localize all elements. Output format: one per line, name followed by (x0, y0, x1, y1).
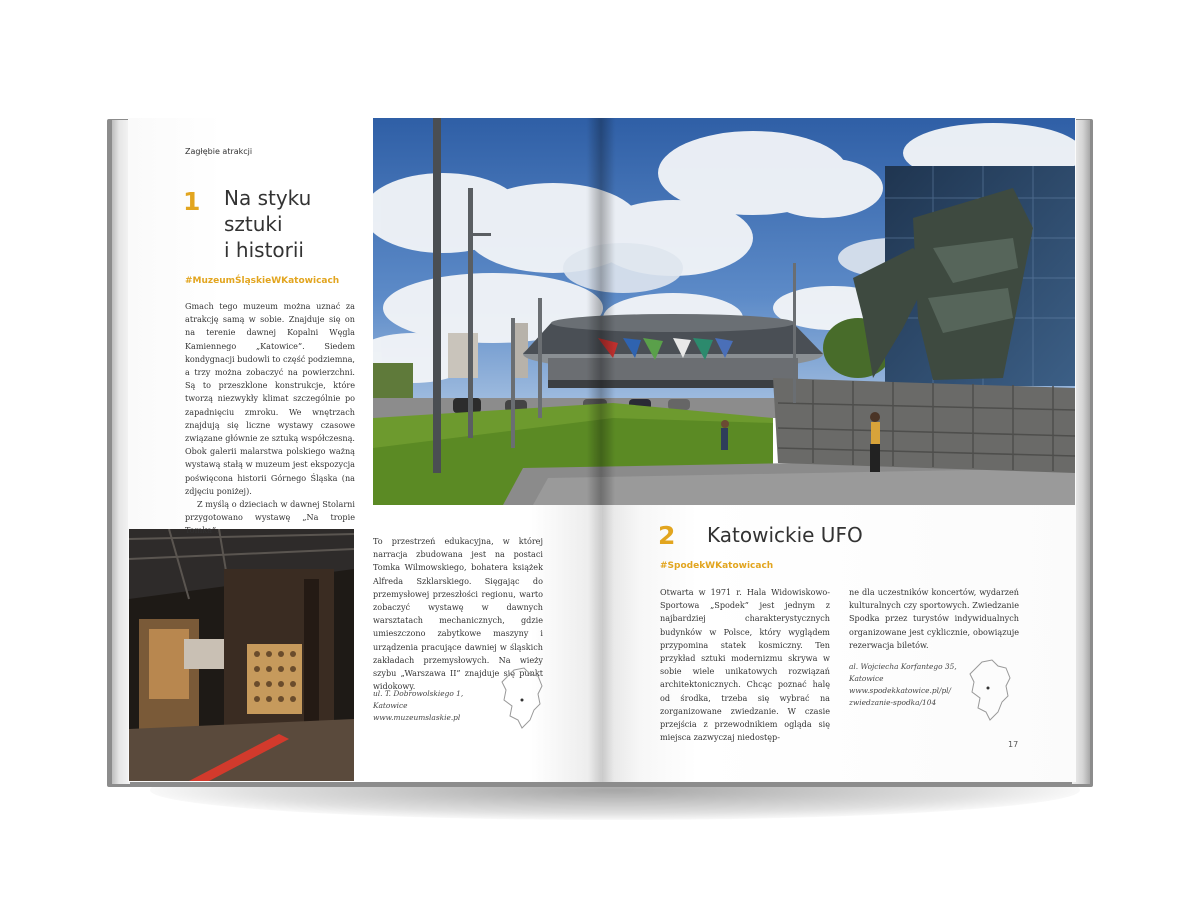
address-line: Katowice (849, 674, 884, 683)
title-line: i historii (224, 238, 304, 262)
spodek-photo (373, 118, 1075, 505)
book-gutter (588, 118, 614, 782)
paragraph: Z myślą o dzieciach w dawnej Stolarni przygotowano wystawę „Na tropie Tomka”. (185, 499, 355, 536)
paragraph: Gmach tego muzeum można uznać za atrakcję samą w sobie. Znajduje się on na terenie dawnej Kopalni Węgla Kamiennego „Katowice”. Siedem kondygnacji budowli to część podziemna, a trzy można zobaczyć na powierzchni. Są to przeszklone konstrukcje, które tworzą niezwykły klimat szczególnie po zapadnięciu zmroku. We wnętrzach znajdują się liczne wystawy czasowe związane głównie ze sztuką współczesną. Obok galerii malarstwa polskiego ważną wystawą stałą w muzeum jest ekspozycja poświęcona historii Górnego Śląska (na zdjęciu poniżej). (185, 301, 356, 496)
address-line: zwiedzanie-spodka/104 (849, 698, 937, 707)
spodek-description-continued: ne dla uczestników koncertów, wydarzeń kulturalnych czy sportowych. Zwiedzanie Spodka przez turystów indywidualnych organizowane jest cyklicznie, obowiązuje rezerwacja biletów. (849, 587, 1019, 650)
silesia-map-icon (500, 666, 546, 734)
section-label: Zagłębie atrakcji (185, 147, 253, 156)
address-line: Katowice (373, 701, 408, 710)
page-number: 17 (1008, 740, 1019, 749)
museum-description (185, 300, 355, 538)
museum-address (373, 688, 503, 724)
spodek-description: Otwarta w 1971 r. Hala Widowiskowo-Sportowa „Spodek” jest jednym z najbardziej charakterystycznych budynków w Polsce, który wyglądem przypomina statek kosmiczny. Ten przykład sztuki modernizmu skrywa w sobie wiele unikatowych rozwiązań architektonicznych. Chcąc poznać halę od środka, trzeba się wybrać na zorganizowane zwiedzanie. W czasie przejścia z przewodnikiem ogląda się miejsca zazwyczaj niedostęp- (660, 587, 830, 743)
address-line: ul. T. Dobrowolskiego 1, (373, 689, 464, 698)
museum-description-continued: To przestrzeń edukacyjna, w której narracja zbudowana jest na postaci Tomka Wilmowskiego, bohatera książek Alfreda Szklarskiego. Sięgając do przemysłowej przeszłości regionu, warto zobaczyć wystawę w dawnych warsztatach mechanicznych, gdzie umieszczono zabytkowe maszyny i urządzenia pracujące dawniej w śląskich zakładach przemysłowych. Na wieży szybu „Warszawa II” znajduje się punkt widokowy. (373, 536, 543, 692)
address-line: www.muzeumslaskie.pl (373, 713, 461, 722)
address-line: www.spodekkatowice.pl/pl/ (849, 686, 952, 695)
address-line: al. Wojciecha Korfantego 35, (849, 662, 957, 671)
silesia-map-icon (968, 658, 1014, 726)
title-line: Na styku (224, 186, 312, 210)
hashtag-1: #MuzeumŚląskieWKatowicach (185, 276, 340, 286)
museum-interior-photo (129, 529, 354, 781)
title-line: sztuki (224, 212, 283, 236)
attraction-title-2: Katowickie UFO (707, 523, 863, 547)
attraction-number-1: 1 (183, 187, 201, 216)
attraction-number-2: 2 (658, 521, 676, 550)
hashtag-2: #SpodekWKatowicach (660, 561, 774, 571)
attraction-title-1 (224, 185, 364, 263)
